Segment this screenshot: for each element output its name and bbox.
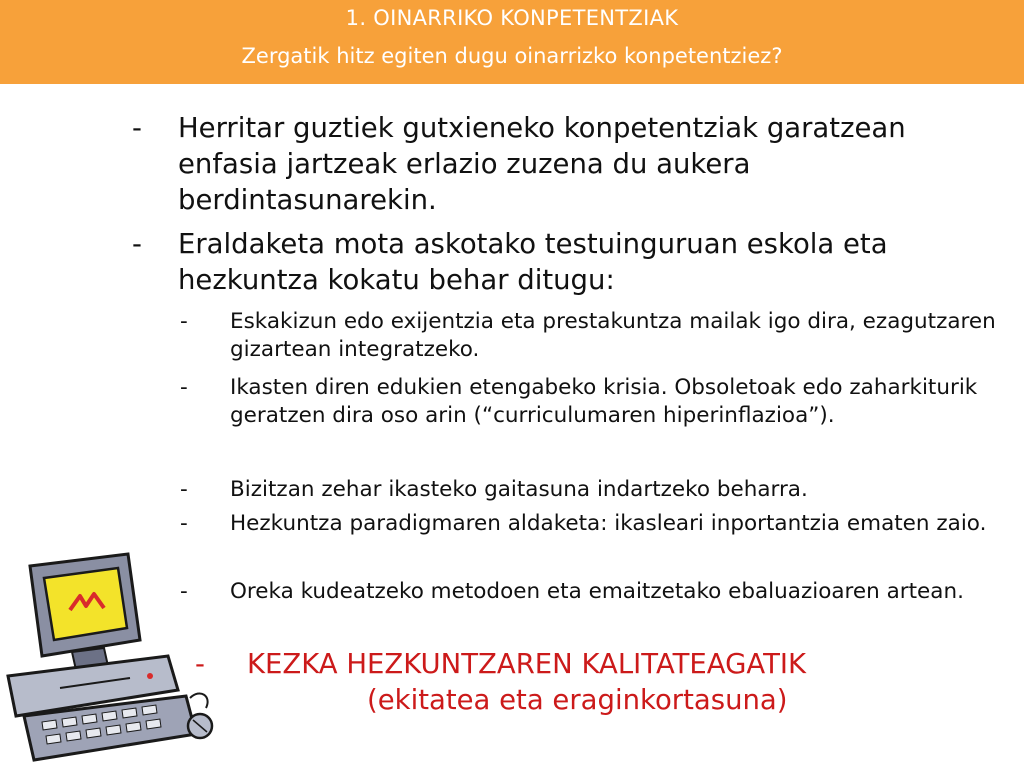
subbullet-text: Ikasten diren edukien etengabeko krisia. Obsoletoak edo zaharkiturik geratzen dira oso arin (“curriculumaren hiperinflazioa”). — [230, 375, 978, 428]
subbullet-text: Bizitzan zehar ikasteko gaitasuna indartzeko beharra. — [230, 477, 808, 502]
bullet-text: Eraldaketa mota askotako testuinguruan eskola eta hezkuntza kokatu behar ditugu: — [178, 228, 888, 296]
slide-title: 1. OINARRIKO KONPETENTZIAK — [345, 6, 679, 30]
subbullet-text: Eskakizun edo exijentzia eta prestakuntza mailak igo dira, ezagutzaren gizartean integratzeko. — [230, 309, 996, 362]
subbullet-dash: - — [180, 511, 188, 536]
slide-subtitle: Zergatik hitz egiten dugu oinarrizko konpetentziez? — [241, 44, 783, 68]
bullet-dash: - — [195, 648, 205, 680]
subbullet-dash: - — [180, 477, 188, 502]
highlight-text: KEZKA HEZKUNTZAREN KALITATEAGATIK — [247, 648, 807, 680]
subbullet-dash: - — [180, 579, 188, 604]
subbullet-dash: - — [180, 309, 188, 334]
subbullet-dash: - — [180, 375, 188, 400]
slide-header — [0, 0, 1024, 84]
computer-clipart-icon — [0, 548, 230, 768]
subbullet-text: Oreka kudeatzeko metodoen eta emaitzetako ebaluazioaren artean. — [230, 579, 964, 604]
bullet-dash: - — [132, 112, 142, 144]
highlight-subtext: (ekitatea eta eraginkortasuna) — [367, 684, 788, 716]
bullet-dash: - — [132, 228, 142, 260]
subbullet-text: Hezkuntza paradigmaren aldaketa: ikasleari inportantzia ematen zaio. — [230, 511, 987, 536]
bullet-text: Herritar guztiek gutxieneko konpetentziak garatzean enfasia jartzeak erlazio zuzena du aukera berdintasunarekin. — [178, 112, 906, 216]
